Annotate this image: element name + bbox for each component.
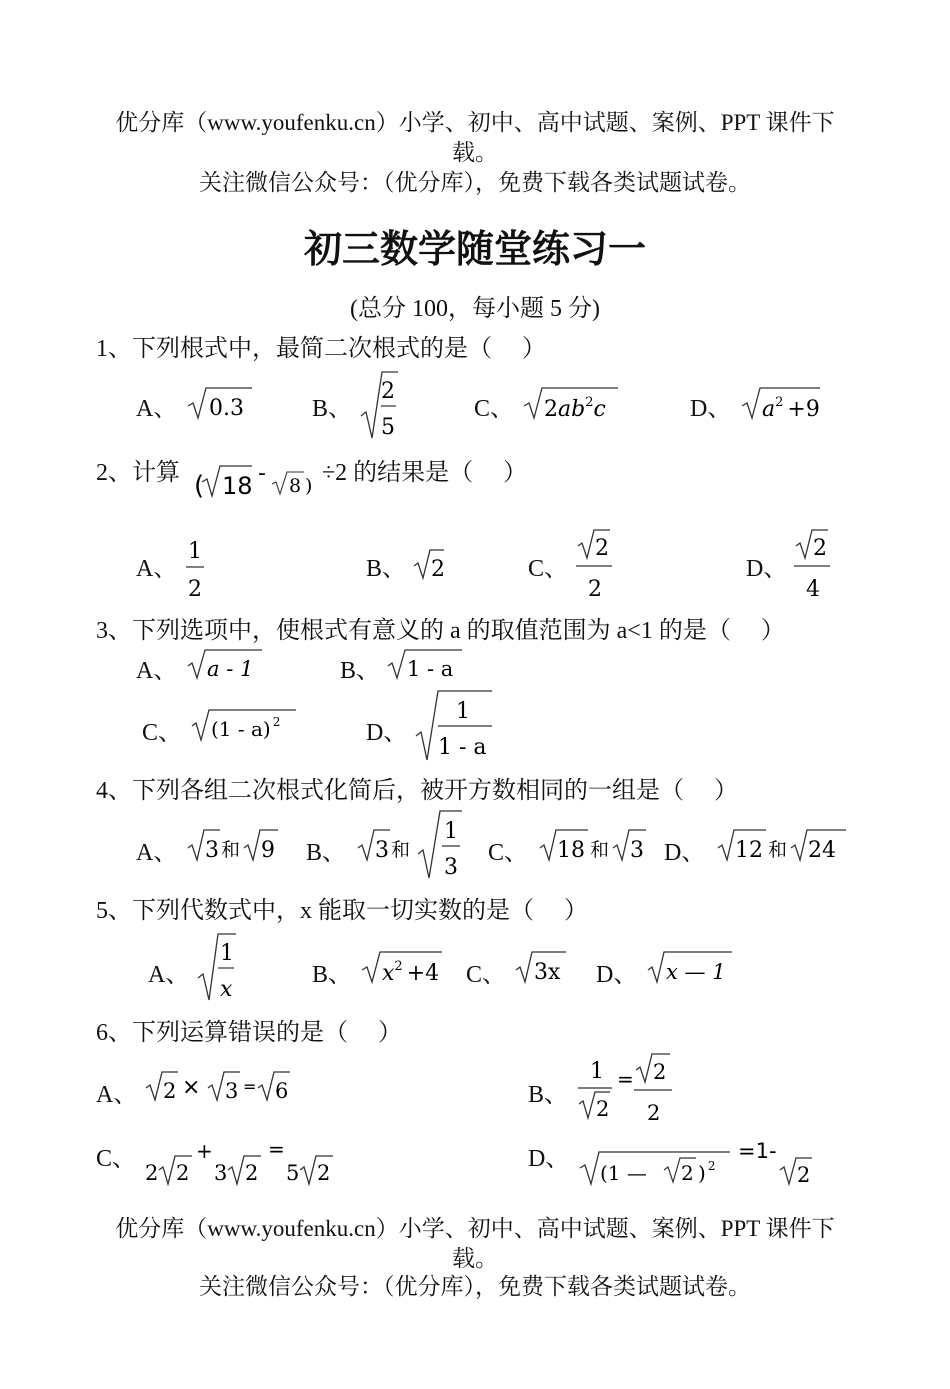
- svg-text:(: (: [194, 471, 205, 501]
- q1-option-b-label: B、: [312, 396, 353, 422]
- svg-text:和: 和: [590, 839, 610, 861]
- q4-option-b-math: [356, 808, 468, 880]
- q2-option-d-label: D、: [746, 556, 788, 582]
- svg-text:=: =: [243, 1077, 257, 1096]
- svg-text:2: 2: [176, 1161, 190, 1185]
- svg-text:0.3: 0.3: [209, 396, 244, 421]
- q5-option-a-math: [196, 930, 240, 1004]
- header-line-2: 关注微信公众号：（优分库），免费下载各类试题试卷。: [199, 170, 751, 195]
- svg-text:和: 和: [768, 839, 788, 861]
- q4-option-a-math: [186, 826, 290, 866]
- footer-line-1-cont: 载。: [452, 1246, 498, 1271]
- q2-option-a-math: [184, 534, 208, 602]
- svg-text:2: 2: [163, 1079, 177, 1103]
- q6-option-a-math: [144, 1066, 304, 1106]
- q4-option-c-label: C、: [488, 840, 529, 866]
- q3-option-c-math: [190, 704, 300, 746]
- svg-text:3: 3: [214, 1161, 228, 1185]
- svg-text:2: 2: [813, 536, 827, 561]
- q2-option-c-math: [574, 528, 614, 602]
- svg-text:)2: ) $^2$: [698, 1159, 716, 1185]
- question-2-text-post: ÷2 的结果是（ ）: [322, 460, 528, 486]
- svg-text:-: -: [258, 461, 266, 486]
- question-6-text: 6、下列运算错误的是（ ）: [96, 1020, 402, 1046]
- svg-text:18: 18: [557, 838, 585, 863]
- q6-option-d-label: D、: [528, 1146, 570, 1172]
- svg-text:2: 2: [588, 577, 602, 602]
- header-line-1-cont: 载。: [452, 140, 498, 165]
- svg-text:+: +: [196, 1139, 213, 1163]
- svg-text:5: 5: [381, 415, 395, 440]
- svg-text:4: 4: [806, 577, 820, 602]
- q5-option-b-math: [360, 946, 446, 988]
- svg-text:1 - a: 1 - a: [438, 735, 487, 760]
- q2-option-c-label: C、: [528, 556, 569, 582]
- q4-option-c-math: [538, 826, 658, 866]
- svg-text:2: 2: [595, 536, 609, 561]
- q5-option-c-label: C、: [466, 962, 507, 988]
- svg-text:1: 1: [456, 699, 470, 724]
- q6-option-d-math: [578, 1134, 818, 1190]
- question-1-text: 1、下列根式中，最简二次根式的是（ ）: [96, 336, 546, 362]
- page-title: 初三数学随堂练习一: [303, 227, 646, 271]
- svg-text:2: 2: [653, 1060, 667, 1084]
- q3-option-b-math: [386, 646, 466, 684]
- svg-text:x: x: [220, 977, 233, 1002]
- svg-text:1: 1: [444, 819, 458, 844]
- svg-text:2: 2: [681, 1161, 694, 1185]
- q6-option-c-label: C、: [96, 1146, 137, 1172]
- svg-text:): ): [305, 475, 313, 497]
- question-4-text: 4、下列各组二次根式化简后，被开方数相同的一组是（ ）: [96, 778, 738, 804]
- svg-text:=: =: [268, 1137, 285, 1161]
- svg-text:2: 2: [431, 557, 445, 582]
- q1-option-b-math: [360, 368, 400, 442]
- q3-option-c-label: C、: [142, 720, 183, 746]
- q2-option-b-math: [412, 546, 448, 584]
- svg-text:3: 3: [444, 855, 458, 880]
- q4-option-b-label: B、: [306, 840, 347, 866]
- q1-option-c-label: C、: [474, 396, 515, 422]
- question-5-text: 5、下列代数式中，x 能取一切实数的是（ ）: [96, 898, 588, 924]
- svg-text:9: 9: [261, 838, 275, 863]
- q4-option-a-label: A、: [136, 840, 178, 866]
- svg-text:2: 2: [245, 1161, 259, 1185]
- svg-text:(1 —: (1 —: [600, 1161, 654, 1185]
- svg-text:和: 和: [391, 839, 411, 861]
- svg-text:(1 - a)2: (1 - a) $^2$: [211, 715, 281, 741]
- q6-option-b-label: B、: [528, 1082, 569, 1108]
- q1-option-a-math: [186, 384, 256, 424]
- svg-text:5: 5: [286, 1161, 300, 1185]
- svg-text:12: 12: [735, 838, 763, 863]
- svg-text:3: 3: [205, 838, 219, 863]
- q5-option-d-math: [646, 948, 736, 988]
- svg-text:8: 8: [289, 475, 302, 497]
- svg-text:1: 1: [220, 941, 234, 966]
- page-subtitle: (总分 100，每小题 5 分): [350, 296, 600, 322]
- header-line-1: 优分库（www.youfenku.cn）小学、初中、高中试题、案例、PPT 课件下: [115, 110, 835, 135]
- svg-text:=1-: =1-: [738, 1139, 777, 1163]
- q6-option-a-label: A、: [96, 1082, 138, 1108]
- svg-text:a2+9: $a^2 +9$: [762, 395, 820, 422]
- svg-text:x — 1: x — 1: [666, 960, 726, 984]
- svg-text:和: 和: [221, 839, 241, 861]
- q2-option-d-math: [792, 528, 832, 602]
- svg-text:2: 2: [647, 1101, 661, 1125]
- svg-text:3x: 3x: [534, 960, 561, 985]
- svg-text:2: 2: [381, 379, 395, 404]
- svg-text:2: 2: [317, 1161, 331, 1185]
- q2-option-a-label: A、: [136, 556, 178, 582]
- svg-text:1: 1: [590, 1059, 604, 1084]
- svg-text:3: 3: [375, 838, 389, 863]
- q5-option-a-label: A、: [148, 962, 190, 988]
- q6-option-c-math: [144, 1134, 344, 1190]
- q3-option-a-math: [186, 646, 266, 684]
- svg-text:2ab2c: $2ab^2c$: [544, 395, 606, 422]
- svg-text:24: 24: [808, 838, 836, 863]
- q1-option-a-label: A、: [136, 396, 178, 422]
- q4-option-d-math: [716, 826, 852, 866]
- q3-option-d-label: D、: [366, 720, 408, 746]
- q3-option-b-label: B、: [340, 658, 381, 684]
- q6-option-b-math: [576, 1052, 680, 1126]
- svg-text:18: 18: [222, 472, 253, 500]
- q5-option-d-label: D、: [596, 962, 638, 988]
- svg-text:2: 2: [596, 1097, 610, 1121]
- svg-text:2: 2: [188, 577, 202, 602]
- footer-line-2: 关注微信公众号：（优分库），免费下载各类试题试卷。: [199, 1274, 751, 1299]
- q1-option-d-math: [740, 382, 824, 424]
- q3-option-a-label: A、: [136, 658, 178, 684]
- svg-text:x2+4: $x^2 +4$: [382, 959, 440, 986]
- q1-option-d-label: D、: [690, 396, 732, 422]
- svg-text:3: 3: [630, 838, 644, 863]
- svg-text:1: 1: [188, 539, 202, 564]
- svg-text:3: 3: [225, 1079, 239, 1103]
- question-2-text-pre: 2、计算: [96, 460, 180, 486]
- q1-option-c-math: [522, 382, 622, 424]
- svg-text:=: =: [617, 1067, 634, 1091]
- q2-expression: [192, 460, 322, 504]
- question-3-text: 3、下列选项中，使根式有意义的 a 的取值范围为 a<1 的是（ ）: [96, 618, 785, 644]
- svg-text:6: 6: [275, 1079, 289, 1103]
- svg-text:1 - a: 1 - a: [407, 657, 454, 681]
- svg-text:2: 2: [145, 1161, 159, 1185]
- footer-line-1: 优分库（www.youfenku.cn）小学、初中、高中试题、案例、PPT 课件下: [115, 1216, 835, 1241]
- svg-text:2: 2: [797, 1163, 811, 1187]
- q4-option-d-label: D、: [664, 840, 706, 866]
- q5-option-b-label: B、: [312, 962, 353, 988]
- svg-text:×: ×: [182, 1075, 201, 1100]
- q3-option-d-math: [414, 688, 496, 764]
- q5-option-c-math: [514, 948, 570, 988]
- svg-text:a - 1: a - 1: [207, 657, 254, 681]
- q2-option-b-label: B、: [366, 556, 407, 582]
